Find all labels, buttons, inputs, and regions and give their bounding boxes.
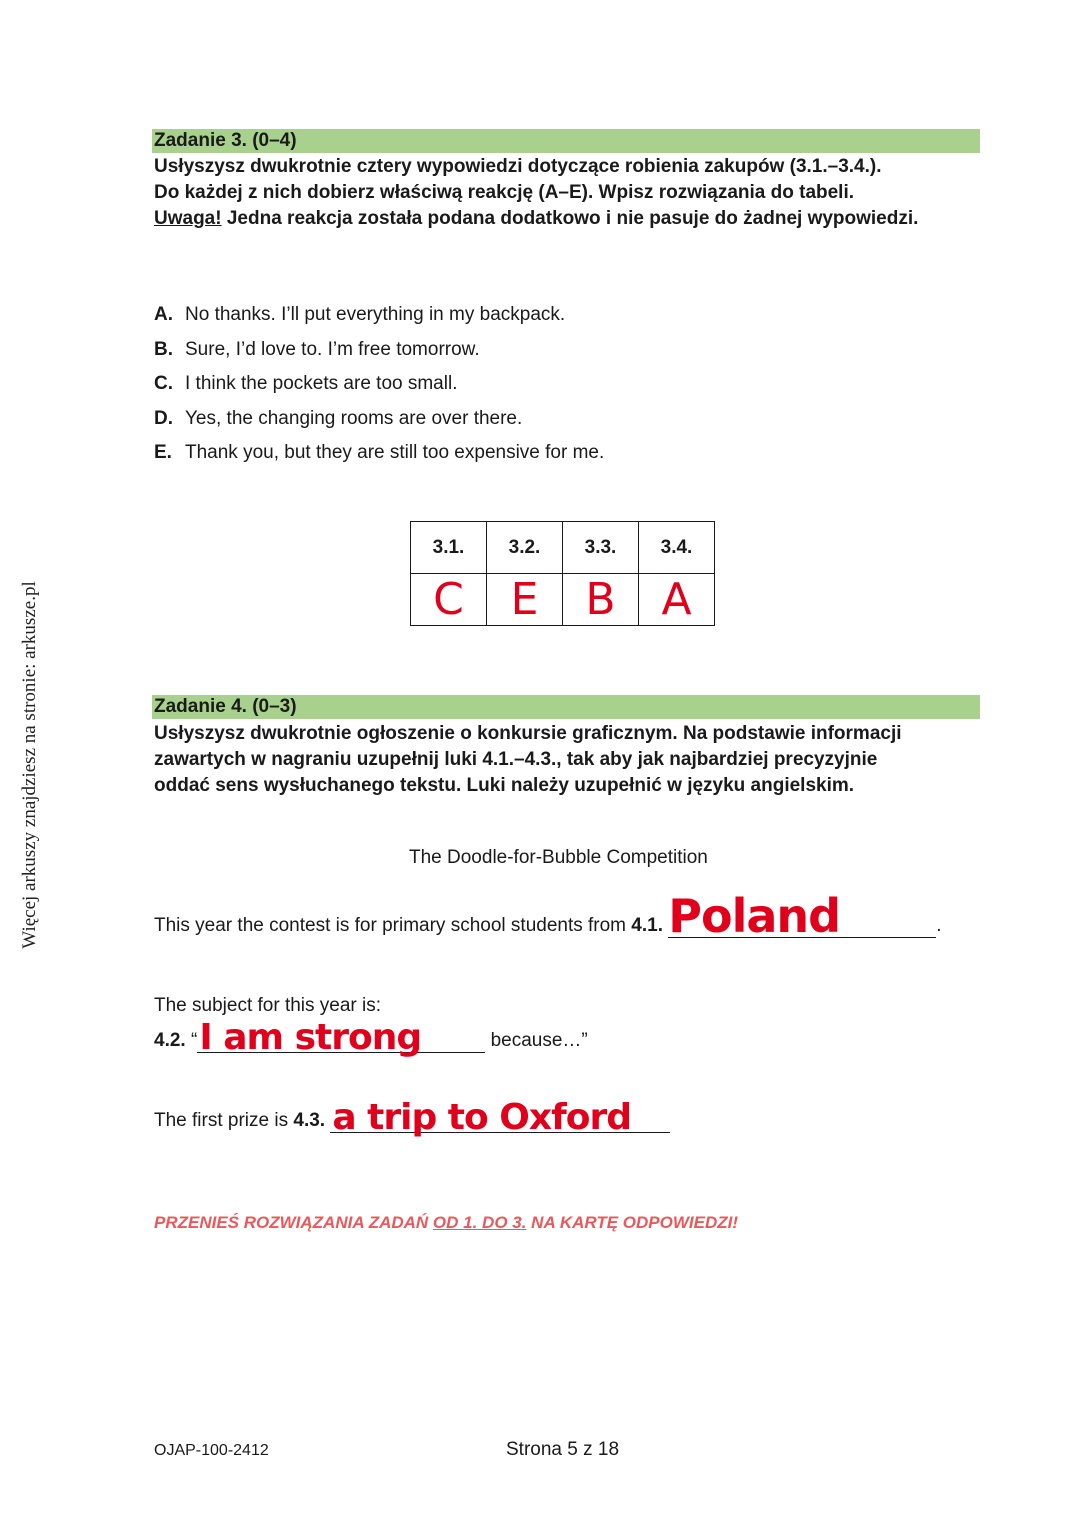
gap-4-2-end: because…” — [485, 1030, 588, 1051]
answer-cell-3-3[interactable]: B — [563, 574, 639, 626]
option-letter: B. — [154, 338, 173, 360]
answer-cell-3-4[interactable]: A — [639, 574, 715, 626]
option-letter: E. — [154, 442, 172, 463]
option-c — [154, 371, 854, 406]
page-number: Strona 5 z 18 — [506, 1439, 620, 1460]
option-text: I think the pockets are too small. — [185, 373, 458, 394]
task3-header: Zadanie 3. (0–4) — [152, 129, 980, 153]
gap-4-3-number: 4.3. — [293, 1110, 326, 1131]
option-text: Sure, I’d love to. I’m free tomorrow. — [185, 338, 480, 360]
table-header-3-2: 3.2. — [487, 522, 563, 574]
handwritten-answer-4-2: I am strong — [199, 1017, 422, 1058]
option-letter: A. — [154, 304, 173, 325]
table-header-3-3: 3.3. — [563, 522, 639, 574]
note-text: Jedna reakcja została podana dodatkowo i nie pasuje do żadnej wypowiedzi. — [221, 208, 919, 229]
exam-code: OJAP-100-2412 — [154, 1442, 269, 1459]
gap-4-3-text: The first prize is — [154, 1110, 294, 1131]
answer-table-header-row — [411, 522, 715, 574]
gap-4-2-intro: The subject for this year is: — [154, 995, 382, 1016]
competition-title: The Doodle-for-Bubble Competition — [409, 847, 708, 868]
task4-instruction-line2: zawartych w nagraniu uzupełnij luki 4.1.–4.3., tak aby jak najbardziej precyzyjnie — [154, 749, 878, 770]
gap-4-2-number: 4.2. — [154, 1030, 186, 1051]
option-text: Thank you, but they are still too expensive for me. — [185, 442, 605, 463]
task3-answer-table — [410, 521, 715, 626]
task4-instructions — [154, 721, 984, 799]
gap-line-4-1 — [154, 889, 942, 943]
task3-instruction-line2: Do każdej z nich dobierz właściwą reakcję (A–E). Wpisz rozwiązania do tabeli. — [154, 182, 855, 203]
task3-instructions — [154, 154, 984, 232]
option-e — [154, 440, 854, 475]
transfer-part2: OD 1. DO 3. — [432, 1213, 527, 1232]
gap-line-4-2 — [154, 1017, 588, 1058]
gap-4-2-open-quote: “ — [185, 1030, 198, 1051]
option-a — [154, 302, 854, 337]
task3-instruction-note — [154, 206, 984, 232]
gap-4-1-number: 4.1. — [631, 915, 663, 936]
answer-table-answer-row — [411, 574, 715, 626]
option-text: Yes, the changing rooms are over there. — [185, 407, 523, 429]
gap-4-2-blank[interactable] — [197, 1017, 485, 1058]
option-letter: D. — [154, 407, 173, 429]
task3-options-list — [154, 302, 854, 475]
answer-cell-3-1[interactable]: C — [411, 574, 487, 626]
option-b — [154, 337, 854, 372]
task4-header: Zadanie 4. (0–3) — [152, 695, 980, 719]
task4-instruction-line1: Usłyszysz dwukrotnie ogłoszenie o konkursie graficznym. Na podstawie informacji — [154, 723, 902, 744]
task3-instruction-line1: Usłyszysz dwukrotnie cztery wypowiedzi dotyczące robienia zakupów (3.1.–3.4.). — [154, 156, 882, 177]
side-watermark-text: Więcej arkuszy znajdziesz na stronie: arkusze.pl — [19, 581, 40, 949]
option-d — [154, 406, 854, 441]
handwritten-answer-4-3: a trip to Oxford — [332, 1097, 632, 1138]
gap-4-1-blank[interactable] — [668, 889, 936, 943]
transfer-part1: PRZENIEŚ ROZWIĄZANIA ZADAŃ — [154, 1213, 433, 1232]
option-letter: C. — [154, 373, 173, 394]
table-header-3-1: 3.1. — [411, 522, 487, 574]
handwritten-answer-4-1: Poland — [668, 889, 841, 943]
gap-line-4-3 — [154, 1097, 670, 1138]
note-label: Uwaga! — [154, 208, 222, 229]
gap-4-1-end: . — [936, 915, 942, 936]
gap-4-3-blank[interactable] — [330, 1097, 670, 1138]
task4-instruction-line3: oddać sens wysłuchanego tekstu. Luki należy uzupełnić w języku angielskim. — [154, 775, 855, 796]
option-text: No thanks. I’ll put everything in my backpack. — [185, 304, 566, 325]
transfer-part3: NA KARTĘ ODPOWIEDZI! — [526, 1213, 739, 1232]
gap-4-1-text: This year the contest is for primary school students from — [154, 915, 632, 936]
table-header-3-4: 3.4. — [639, 522, 715, 574]
answer-cell-3-2[interactable]: E — [487, 574, 563, 626]
transfer-answers-notice — [154, 1213, 738, 1233]
